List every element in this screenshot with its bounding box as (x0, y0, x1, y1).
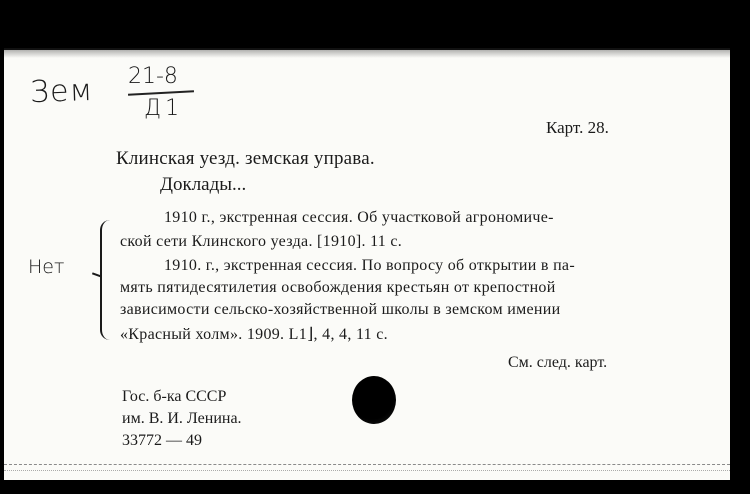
entry-line: ской сети Клинского уезда. [1910]. 11 с. (120, 233, 403, 250)
see-next-card: См. след. карт. (508, 354, 608, 371)
bottom-rule (4, 464, 730, 465)
entry-line: 1910. г., экстренная сессия. По вопросу об открытии в па- (164, 257, 575, 274)
handwritten-fraction-line (128, 90, 194, 95)
handwritten-fraction-bottom: Д1 (144, 96, 184, 121)
handwritten-fraction-top: 21-8 (128, 64, 178, 89)
library-name: Гос. б-ка СССР (122, 388, 227, 405)
handwritten-net: Нет (28, 256, 65, 278)
handwritten-zem: Зем (29, 72, 94, 111)
handwritten-brace (100, 220, 112, 340)
entry-line: 1910 г., экстренная сессия. Об участковой агрономиче- (164, 209, 554, 226)
library-inventory-number: 33772 — 49 (122, 432, 202, 449)
bottom-rule-secondary (4, 470, 730, 471)
catalog-card (4, 48, 730, 480)
entry-line: «Красный холм». 1909. L1⌋, 4, 4, 11 с. (120, 326, 388, 343)
entry-line: мять пятидесятилетия освобождения крестьян от крепостной (120, 279, 556, 296)
library-name-cont: им. В. И. Ленина. (122, 410, 242, 427)
heading-author: Клинская уезд. земская управа. (116, 148, 375, 169)
card-punch-hole (352, 376, 396, 424)
card-number: Карт. 28. (546, 118, 609, 137)
card-top-shadow (4, 50, 730, 58)
entry-line: зависимости сельско-хозяйственной школы в земском имении (120, 301, 561, 318)
heading-title: Доклады... (160, 174, 247, 195)
